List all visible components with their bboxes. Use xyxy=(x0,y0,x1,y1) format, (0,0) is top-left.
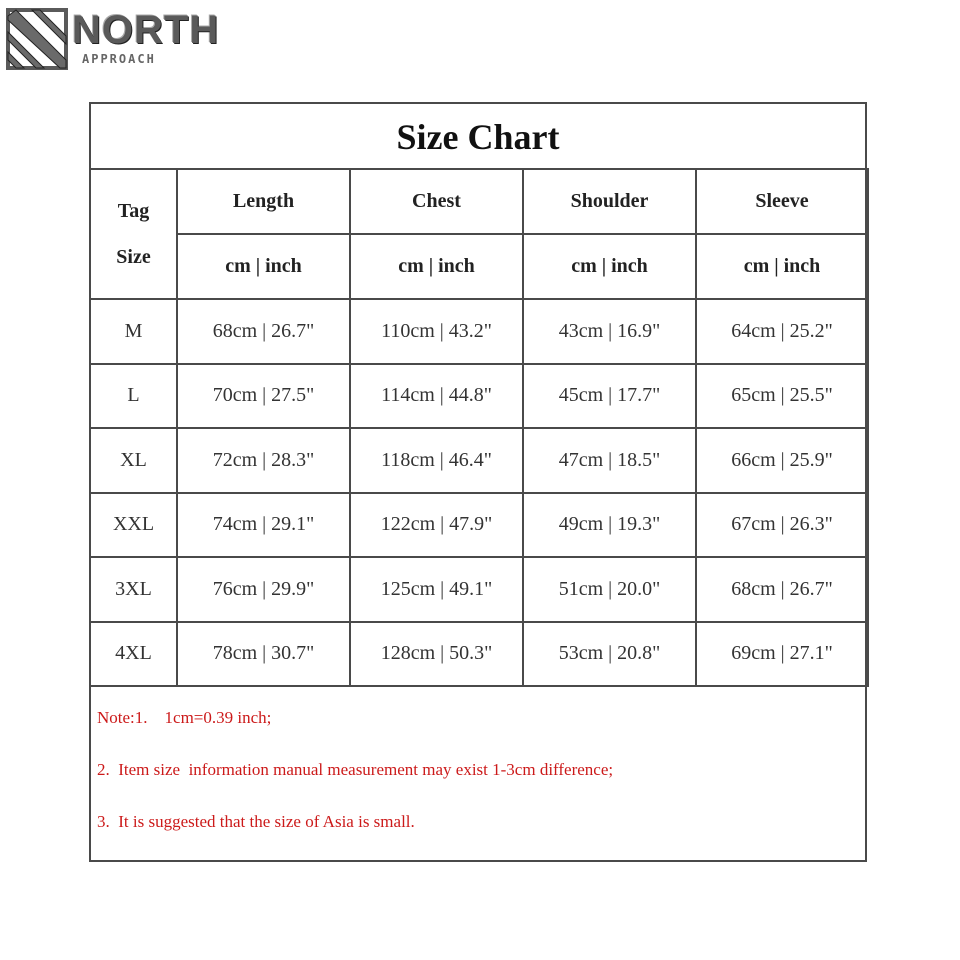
table-row xyxy=(90,622,868,687)
unit-label: cm | inch xyxy=(696,234,868,299)
measurement-cell: 125cm | 49.1" xyxy=(350,557,523,622)
table-row xyxy=(90,299,868,364)
tag-header-line1: Tag xyxy=(117,200,150,222)
size-label: XXL xyxy=(90,493,177,558)
measurement-cell: 118cm | 46.4" xyxy=(350,428,523,493)
column-header-length: Length xyxy=(177,169,350,234)
logo-wordmark: NORTH xyxy=(72,8,220,52)
measurement-cell: 66cm | 25.9" xyxy=(696,428,868,493)
unit-label: cm | inch xyxy=(350,234,523,299)
size-label: M xyxy=(90,299,177,364)
size-label: L xyxy=(90,364,177,429)
logo-subtitle: APPROACH xyxy=(82,52,156,66)
unit-row xyxy=(90,234,868,299)
table-row xyxy=(90,364,868,429)
measurement-cell: 64cm | 25.2" xyxy=(696,299,868,364)
size-label: 3XL xyxy=(90,557,177,622)
measurement-cell: 68cm | 26.7" xyxy=(177,299,350,364)
header-row xyxy=(90,169,868,234)
size-label: 4XL xyxy=(90,622,177,687)
size-chart xyxy=(89,102,867,862)
table-row xyxy=(90,428,868,493)
measurement-cell: 110cm | 43.2" xyxy=(350,299,523,364)
measurement-cell: 67cm | 26.3" xyxy=(696,493,868,558)
measurement-cell: 45cm | 17.7" xyxy=(523,364,696,429)
measurement-cell: 49cm | 19.3" xyxy=(523,493,696,558)
measurement-cell: 78cm | 30.7" xyxy=(177,622,350,687)
size-rows xyxy=(90,299,868,686)
note-2: 2. Item size information manual measurement may exist 1-3cm difference; xyxy=(97,760,614,779)
size-table xyxy=(89,168,869,687)
measurement-cell: 43cm | 16.9" xyxy=(523,299,696,364)
measurement-cell: 114cm | 44.8" xyxy=(350,364,523,429)
size-label: XL xyxy=(90,428,177,493)
measurement-cell: 70cm | 27.5" xyxy=(177,364,350,429)
chart-title: Size Chart xyxy=(91,104,865,170)
column-header-chest: Chest xyxy=(350,169,523,234)
column-header-sleeve: Sleeve xyxy=(696,169,868,234)
column-header-shoulder: Shoulder xyxy=(523,169,696,234)
tag-size-header xyxy=(90,169,177,299)
measurement-cell: 47cm | 18.5" xyxy=(523,428,696,493)
north-approach-logo-icon xyxy=(6,6,70,70)
notes-section xyxy=(91,686,865,862)
measurement-cell: 65cm | 25.5" xyxy=(696,364,868,429)
measurement-cell: 72cm | 28.3" xyxy=(177,428,350,493)
measurement-cell: 68cm | 26.7" xyxy=(696,557,868,622)
table-row xyxy=(90,493,868,558)
measurement-cell: 53cm | 20.8" xyxy=(523,622,696,687)
unit-label: cm | inch xyxy=(177,234,350,299)
measurement-cell: 69cm | 27.1" xyxy=(696,622,868,687)
measurement-cell: 74cm | 29.1" xyxy=(177,493,350,558)
measurement-cell: 76cm | 29.9" xyxy=(177,557,350,622)
unit-label: cm | inch xyxy=(523,234,696,299)
note-1: Note:1. 1cm=0.39 inch; xyxy=(97,708,272,727)
table-row xyxy=(90,557,868,622)
brand-logo xyxy=(6,6,220,70)
tag-header-line2: Size xyxy=(116,246,151,268)
note-3: 3. It is suggested that the size of Asia is small. xyxy=(97,812,415,831)
measurement-cell: 122cm | 47.9" xyxy=(350,493,523,558)
measurement-cell: 51cm | 20.0" xyxy=(523,557,696,622)
measurement-cell: 128cm | 50.3" xyxy=(350,622,523,687)
